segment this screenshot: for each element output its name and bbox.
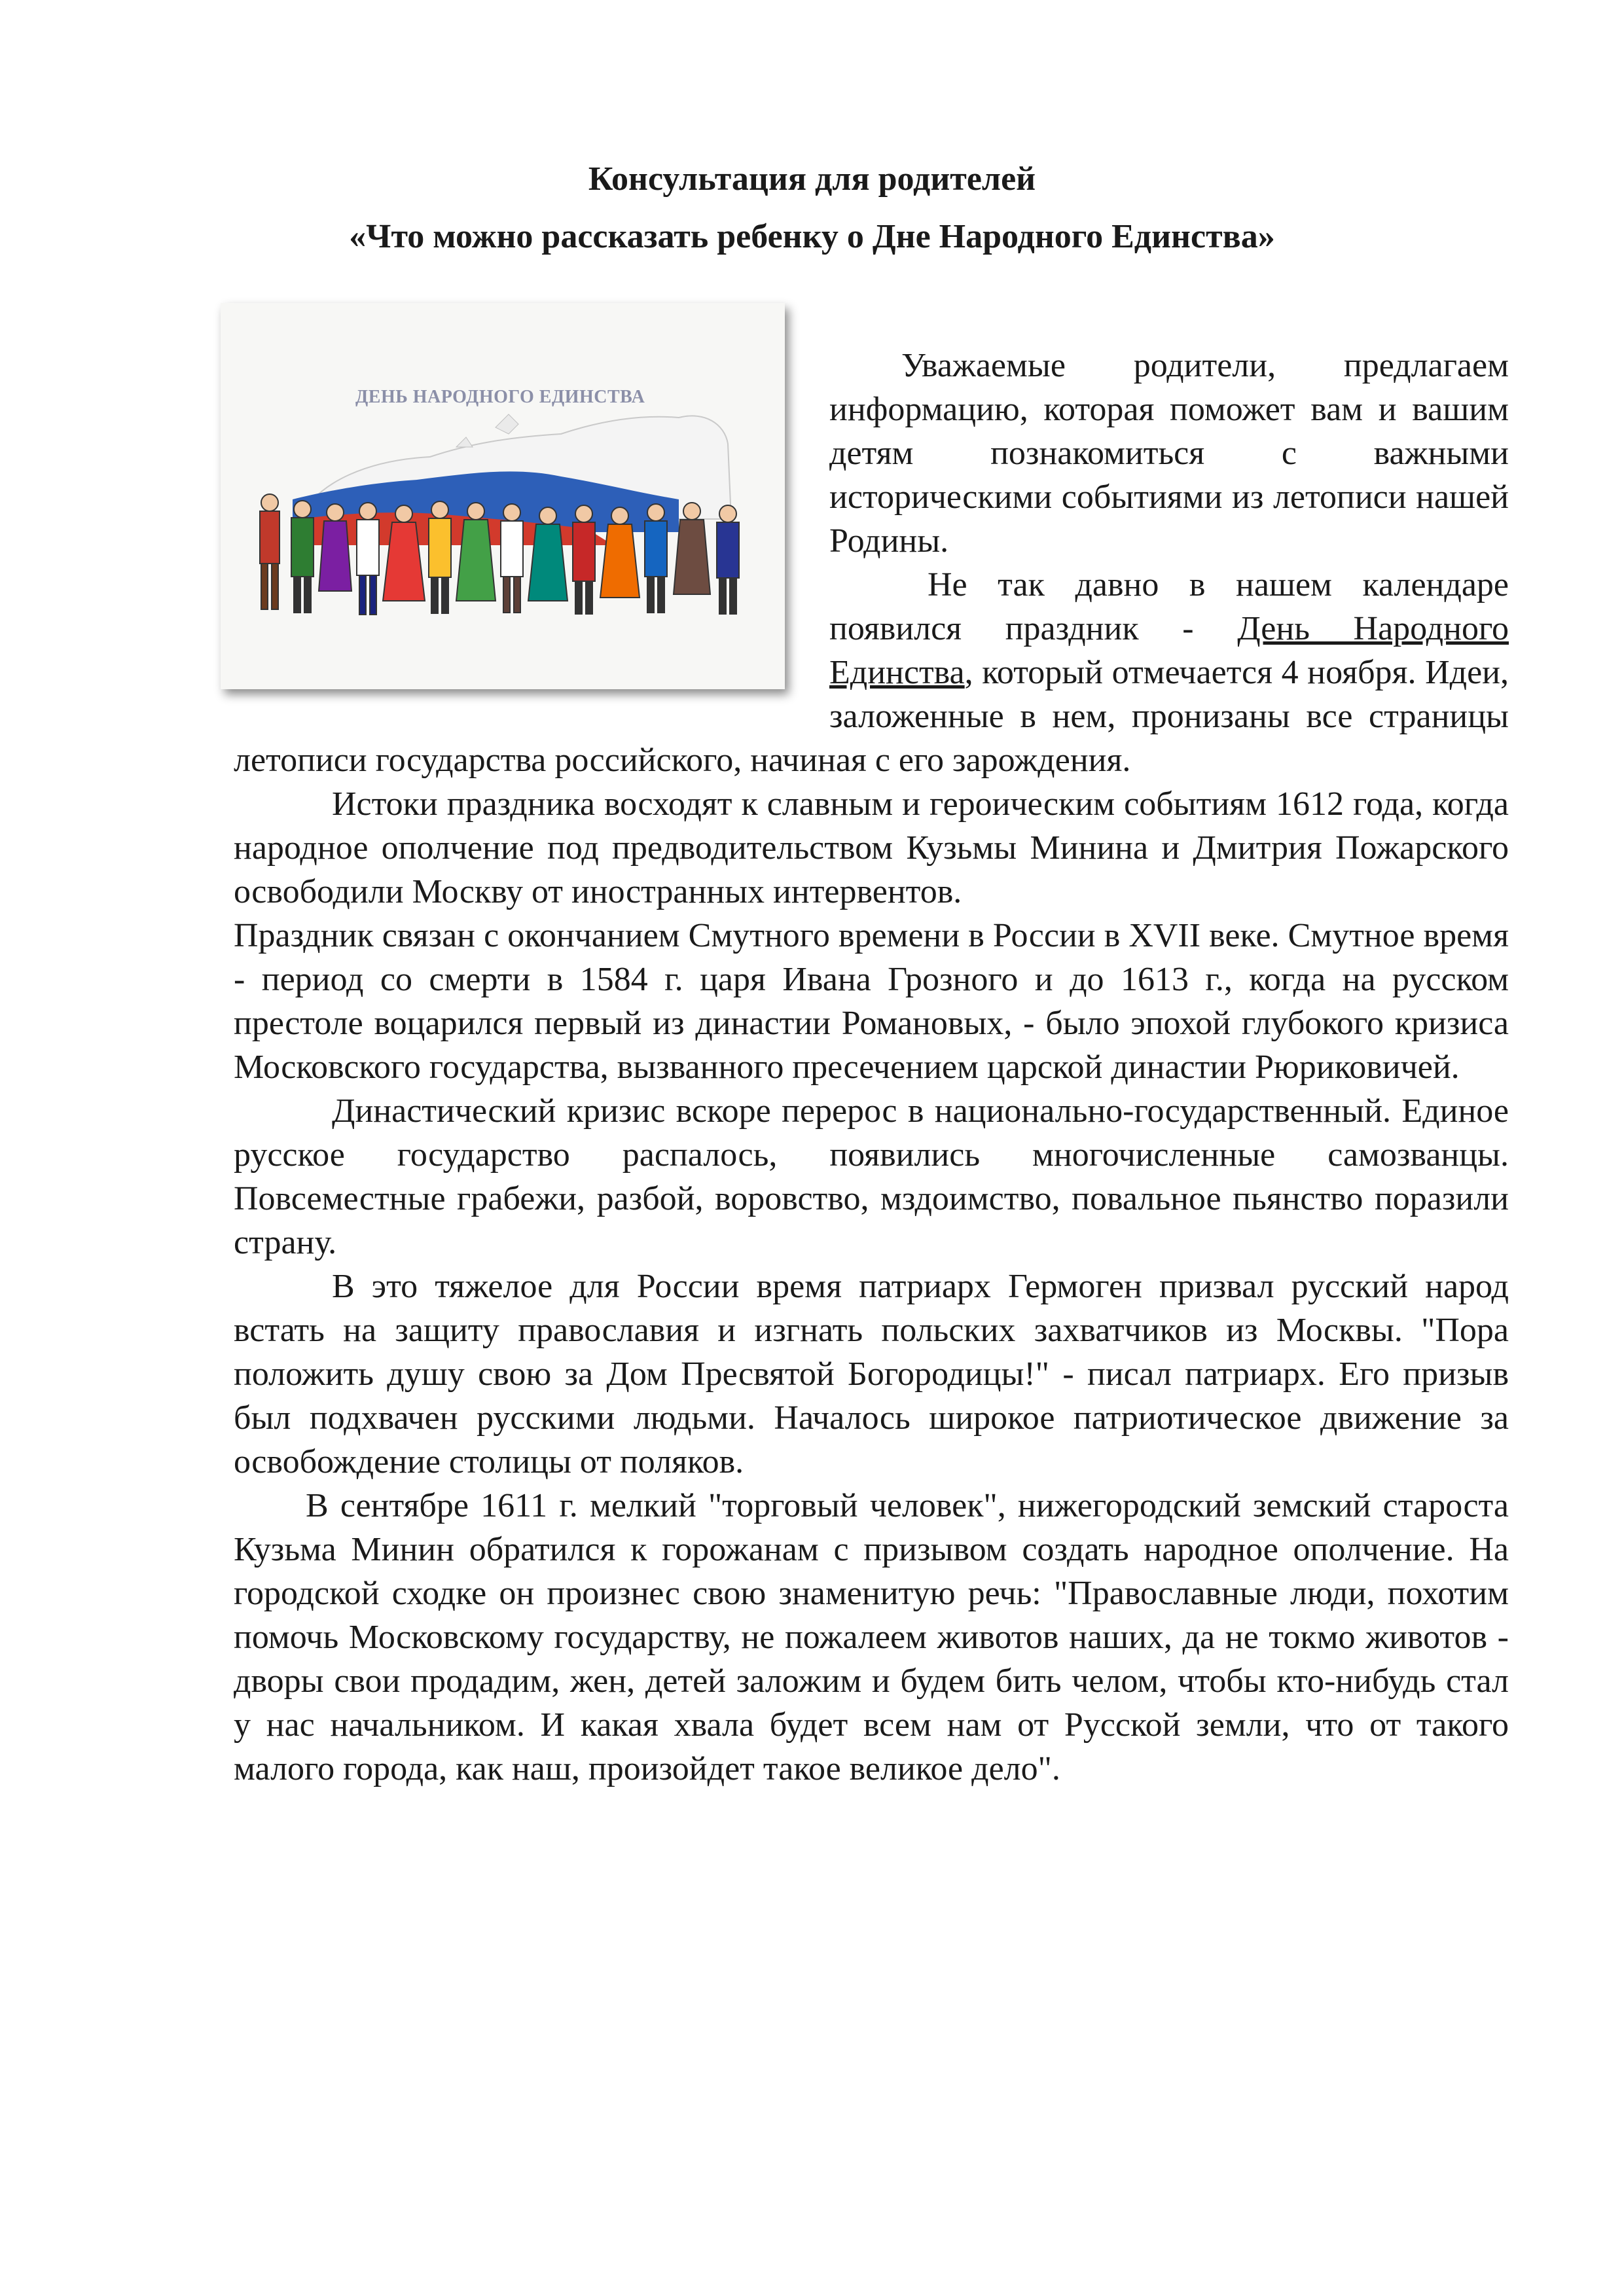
document-title: Консультация для родителей (588, 160, 1036, 198)
paragraph-minin: В сентябре 1611 г. мелкий "торговый человек", нижегородский земский староста Кузьма Минин обратился к горожанам с призывом создать народное ополчение. На городской сходке он произнес свою знаменитую речь: "Православные люди, похотим помочь Московскому государству, не пожалеем животов наших, да не токмо животов - дворы свои продадим, жен, детей заложим и будем бить челом, чтобы кто-нибудь стал у нас начальником. И какая хвала будет всем нам от Русской земли, что от такого малого города, как наш, произойдет такое великое дело". (234, 1487, 1509, 1787)
document-subtitle: «Что можно рассказать ребенку о Дне Народного Единства» (349, 218, 1275, 255)
paragraph-holiday-start: Не так давно в нашем календаре появился праздник - (829, 566, 1509, 647)
paragraph-intro: Уважаемые родители, предлагаем информацию, которая поможет вам и вашим детям познакомиться с важными историческими событиями из летописи нашей Родины. (829, 347, 1509, 560)
paragraph-holiday-end: , который отмечается 4 ноября. Идеи, заложенные в нем, пронизаны все страницы летописи государства российского, начиная с его зарождения. (234, 654, 1509, 779)
article-body (234, 344, 1509, 1791)
image-float-spacer (234, 344, 829, 707)
paragraph-hermogenes: В это тяжелое для России время патриарх Гермоген призвал русский народ встать на защиту православия и изгнать польских захватчиков из Москвы. "Пора положить душу свою за Дом Пресвятой Богородицы!" - писал патриарх. Его призыв был подхвачен русскими людьми. Началось широкое патриотическое движение за освобождение столицы от поляков. (234, 1268, 1509, 1480)
illustration-caption: ДЕНЬ НАРОДНОГО ЕДИНСТВА (355, 387, 645, 407)
paragraph-origins: Истоки праздника восходят к славным и героическим событиям 1612 года, когда народное ополчение под предводительством Кузьмы Минина и Дмитрия Пожарского освободили Москву от иностранных интервентов. (234, 785, 1509, 910)
paragraph-time-of-troubles: Праздник связан с окончанием Смутного времени в России в XVII веке. Смутное время - период со смерти в 1584 г. царя Ивана Грозного и до 1613 г., когда на русском престоле воцарился первый из династии Романовых, - было эпохой глубокого кризиса Московского государства, вызванного пресечением царской династии Рюриковичей. (234, 917, 1509, 1086)
holiday-link[interactable]: День Народного Единства (829, 610, 1509, 691)
paragraph-crisis: Династический кризис вскоре перерос в национально-государственный. Единое русское государство распалось, появились многочисленные самозванцы. Повсеместные грабежи, разбой, воровство, мздоимство, повальное пьянство поразили страну. (234, 1092, 1509, 1261)
